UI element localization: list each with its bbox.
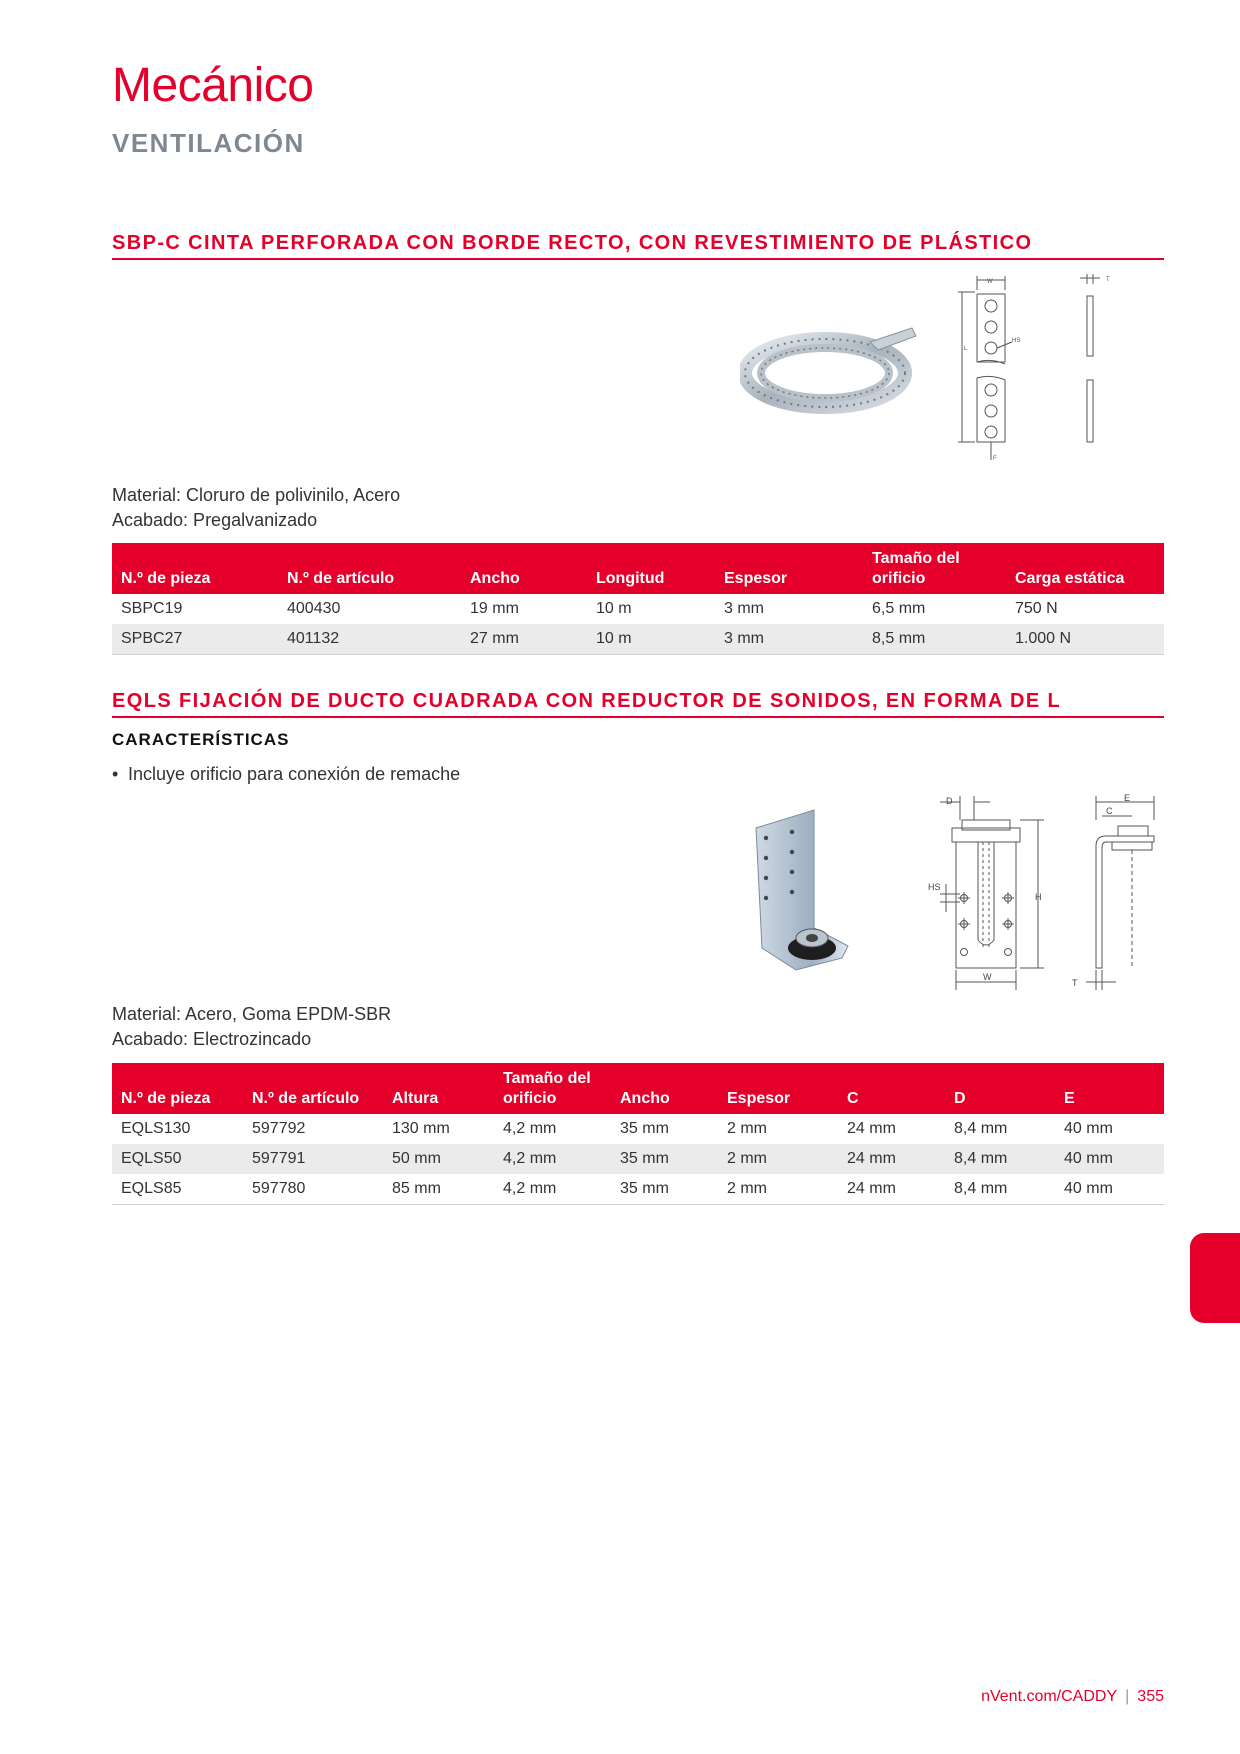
- col-header-width: Ancho: [611, 1063, 718, 1114]
- l-bracket-technical-drawing: [920, 790, 1170, 995]
- diagram-label-hs: HS: [1012, 338, 1021, 344]
- table-cell: 35 mm: [620, 1120, 669, 1137]
- page-number: 355: [1137, 1688, 1164, 1705]
- diagram-label-e: E: [1124, 793, 1131, 803]
- col-header-part-number: N.º de pieza: [112, 1063, 243, 1114]
- bullet-icon: •: [112, 764, 119, 784]
- page-footer: [981, 1688, 1164, 1706]
- col-header-part-number: N.º de pieza: [112, 543, 278, 594]
- table-cell: 750 N: [1015, 600, 1058, 617]
- table-cell: 19 mm: [470, 600, 519, 617]
- diagram-label-w: W: [987, 279, 993, 285]
- diagram-label-hs: HS: [928, 882, 941, 892]
- table-row: [112, 1114, 1164, 1144]
- feature-list-item: [112, 764, 460, 785]
- material-text: Material: Cloruro de polivinilo, Acero: [112, 485, 401, 505]
- table-header-row: [112, 543, 1164, 594]
- table-cell: SBPC19: [121, 600, 183, 617]
- table-cell: 10 m: [596, 600, 632, 617]
- table-cell: 24 mm: [838, 1144, 945, 1174]
- diagram-label-h: H: [1035, 892, 1042, 902]
- col-header-c: C: [838, 1063, 945, 1114]
- col-header-length: Longitud: [587, 543, 715, 594]
- diagram-label-c: C: [1106, 806, 1113, 816]
- table-cell: 8,4 mm: [954, 1120, 1008, 1137]
- feature-text: Incluye orificio para conexión de remache: [128, 764, 461, 784]
- col-header-thickness: Espesor: [715, 543, 863, 594]
- table-row: [112, 1174, 1164, 1205]
- section-side-tab: [1190, 1233, 1240, 1323]
- table-cell: 40 mm: [1055, 1144, 1164, 1174]
- diagram-label-d: D: [946, 796, 953, 806]
- table-cell: 130 mm: [392, 1120, 450, 1137]
- page-title: Mecánico: [112, 59, 314, 112]
- table-cell: 8,4 mm: [945, 1144, 1055, 1174]
- table-cell: 4,2 mm: [503, 1120, 557, 1137]
- finish-text: Acabado: Pregalvanizado: [112, 510, 318, 530]
- table-cell: 40 mm: [1055, 1174, 1164, 1205]
- diagram-label-t: T: [1106, 277, 1110, 283]
- table-cell: 35 mm: [611, 1174, 718, 1205]
- table-header-row: [112, 1063, 1164, 1114]
- table-cell: 35 mm: [611, 1144, 718, 1174]
- footer-separator: |: [1125, 1688, 1130, 1705]
- footer-site-link[interactable]: nVent.com/CADDY: [981, 1688, 1118, 1705]
- table-cell: EQLS50: [112, 1144, 243, 1174]
- table-row: [112, 624, 1164, 655]
- col-header-e: E: [1055, 1063, 1164, 1114]
- col-header-thickness: Espesor: [718, 1063, 838, 1114]
- table-cell: 401132: [278, 624, 461, 655]
- table-cell: 85 mm: [383, 1174, 494, 1205]
- table-cell: 597792: [252, 1120, 306, 1137]
- table-cell: 10 m: [587, 624, 715, 655]
- tape-technical-drawing: [950, 270, 1130, 470]
- diagram-label-w: W: [983, 972, 992, 982]
- table-cell: 597791: [243, 1144, 383, 1174]
- table-cell: 4,2 mm: [494, 1174, 611, 1205]
- page-subtitle: VENTILACIÓN: [112, 128, 305, 158]
- table-cell: 50 mm: [383, 1144, 494, 1174]
- section-heading-sbpc: SBP-C CINTA PERFORADA CON BORDE RECTO, CON REVESTIMIENTO DE PLÁSTICO: [112, 232, 1164, 260]
- col-header-article-number: N.º de artículo: [243, 1063, 383, 1114]
- table-cell: 597780: [243, 1174, 383, 1205]
- table-cell: 8,4 mm: [945, 1174, 1055, 1205]
- eqls-spec-table: [112, 1063, 1164, 1205]
- sbpc-spec-table: [112, 543, 1164, 655]
- col-header-hole-size: Tamaño del orificio: [494, 1063, 611, 1114]
- table-cell: 40 mm: [1064, 1120, 1113, 1137]
- diagram-label-t: T: [1072, 978, 1078, 988]
- table-cell: 24 mm: [847, 1120, 896, 1137]
- l-bracket-image: [752, 808, 852, 974]
- col-header-d: D: [945, 1063, 1055, 1114]
- section-heading-eqls: EQLS FIJACIÓN DE DUCTO CUADRADA CON REDUCTOR DE SONIDOS, EN FORMA DE L: [112, 690, 1164, 718]
- col-header-width: Ancho: [461, 543, 587, 594]
- finish-text: Acabado: Electrozincado: [112, 1029, 312, 1049]
- col-header-hole-size: Tamaño del orificio: [863, 543, 1006, 594]
- table-cell: 6,5 mm: [872, 600, 926, 617]
- table-cell: 2 mm: [718, 1174, 838, 1205]
- table-cell: 3 mm: [724, 600, 764, 617]
- table-cell: 2 mm: [718, 1144, 838, 1174]
- table-cell: 400430: [287, 600, 341, 617]
- table-cell: 4,2 mm: [494, 1144, 611, 1174]
- table-row: [112, 594, 1164, 624]
- diagram-label-l: L: [964, 346, 968, 352]
- perforated-tape-coil-image: [740, 318, 920, 418]
- table-cell: 8,5 mm: [863, 624, 1006, 655]
- material-text: Material: Acero, Goma EPDM-SBR: [112, 1004, 392, 1024]
- table-cell: EQLS130: [121, 1120, 191, 1137]
- col-header-static-load: Carga estática: [1006, 543, 1164, 594]
- col-header-article-number: N.º de artículo: [278, 543, 461, 594]
- col-header-height: Altura: [383, 1063, 494, 1114]
- table-row: [112, 1144, 1164, 1174]
- table-cell: 27 mm: [461, 624, 587, 655]
- table-cell: 24 mm: [838, 1174, 945, 1205]
- table-cell: 3 mm: [715, 624, 863, 655]
- table-cell: SPBC27: [112, 624, 278, 655]
- features-heading: CARACTERÍSTICAS: [112, 730, 290, 749]
- table-cell: EQLS85: [112, 1174, 243, 1205]
- table-cell: 2 mm: [727, 1120, 767, 1137]
- table-cell: 1.000 N: [1006, 624, 1164, 655]
- diagram-label-f: F: [993, 456, 997, 462]
